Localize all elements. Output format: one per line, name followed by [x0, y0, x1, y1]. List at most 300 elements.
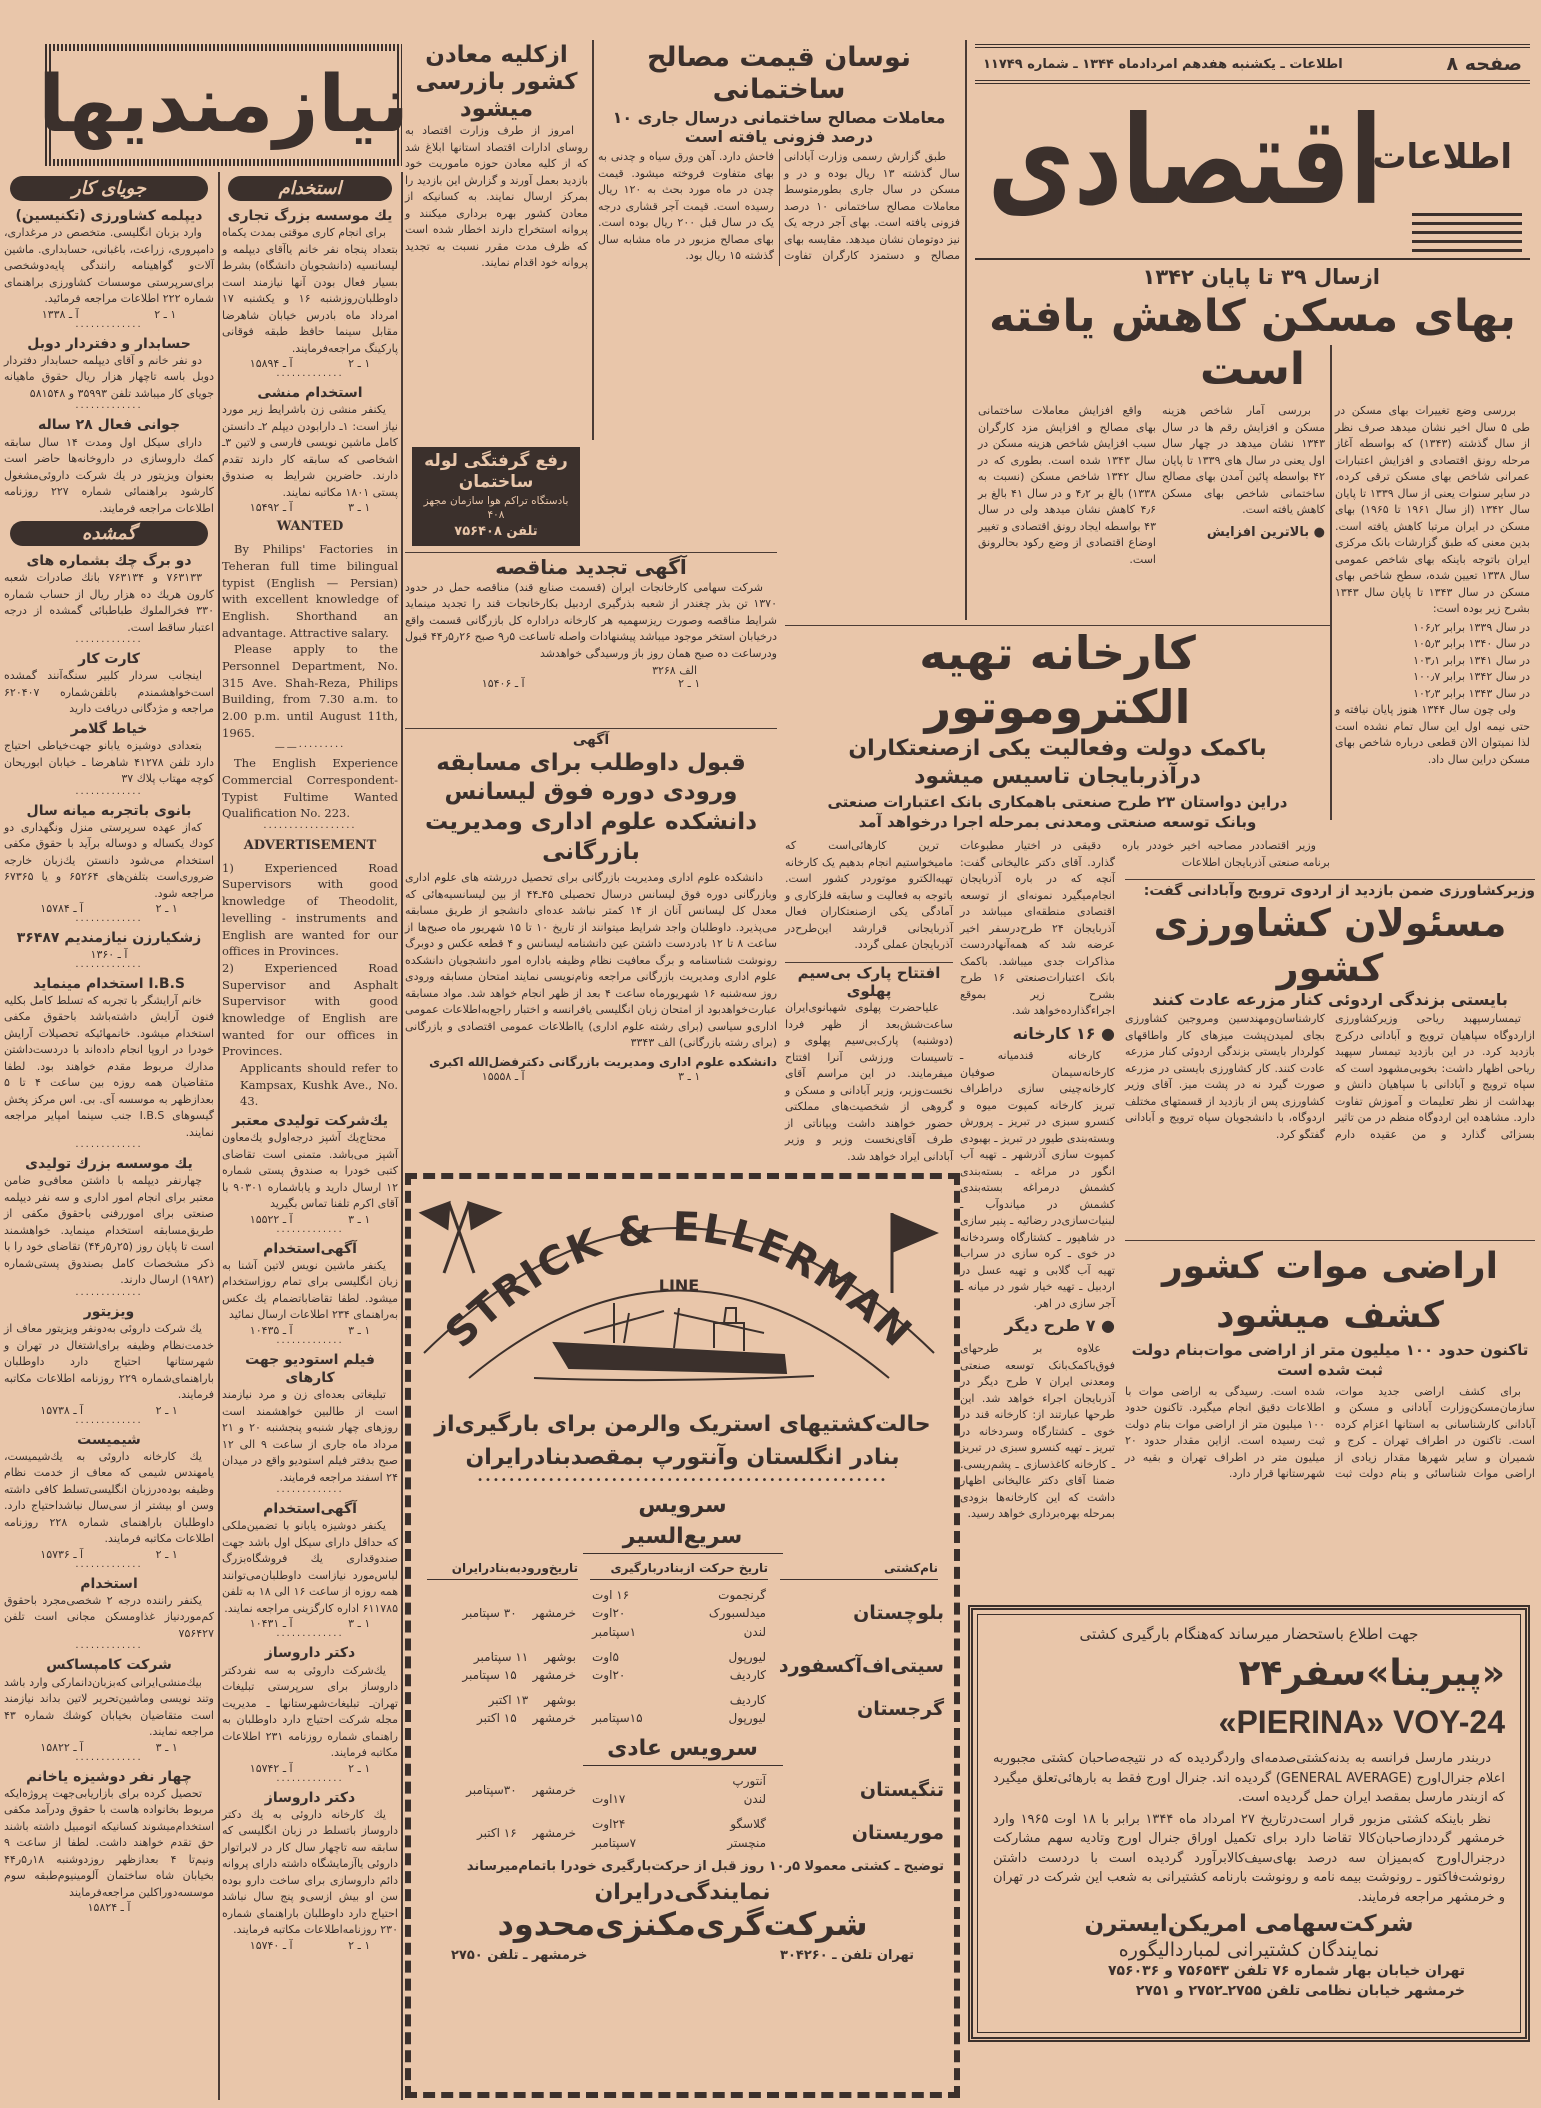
factory-subhead-7: ● ۷ طرح دیگر [1004, 1316, 1115, 1336]
ad-code: آ ـ ۱۳۶۰ [90, 947, 128, 961]
classified-ad-text: دو نفر خانم و آقای دیپلمه حسابدار دفتردار دوبل باسه تاچهار هزار ریال حقوق ماهیانه جویای کار میباشد تلفن ۳۵۹۹۳ و ۵۸۱۵۴۸ [4, 353, 214, 400]
ad-code: آ ـ ۱۵۴۰۶ [481, 677, 525, 691]
classified-ad [222, 1229, 398, 1337]
ad-code: آ ـ ۱۰۴۳۱ [249, 1617, 293, 1631]
agriculture-headline: مسئولان کشاورزی کشور [1153, 900, 1507, 990]
strick-agent-company: شرکت‌گری‌مکنزی‌محدود [497, 1905, 868, 1944]
housing-headline-block [975, 264, 1530, 397]
classified-ad-title: فیلم استودیو جهت کارهای [245, 1351, 375, 1386]
classified-ad [222, 373, 398, 514]
col-header-ship: نام‌کشتی [780, 1560, 938, 1580]
departure-ports [584, 1815, 774, 1852]
classified-ad-text: بتعدادی دوشیزه یابانو جهت‌خیاطی احتیاج دارد تلفن ۴۱۲۷۸ شاهرضا ـ خیابان ابوریحان کوچه مهتاب پلاك ۳۷ [4, 739, 214, 786]
port-name: میدلسبورک [708, 1606, 766, 1621]
classified-ad-text: یکنفر راننده درجه ۲ شخصی‌مجرد باحقوق کم‌موردنیاز غذاومسکن مجانی است تلفن ۷۵۶۴۲۷ [4, 1593, 214, 1640]
ad-divider: ············· [75, 323, 143, 332]
tehran-phone: تهران تلفن ـ ۳۰۴۲۶۰ [780, 1948, 914, 1963]
port-date: ۲۰اوت [592, 1606, 626, 1621]
ad-code: آ ـ ۱۵۷۳۸ [40, 1403, 84, 1417]
housing-stat-row: در سال ۱۳۳۹ برابر ۱۰۶٫۲ [1413, 620, 1530, 634]
classified-ad [222, 1778, 398, 1952]
ad-divider: ············· [75, 1291, 143, 1300]
housing-headline: بهای مسکن کاهش یافته است [989, 291, 1516, 396]
port-row [584, 1772, 774, 1791]
classified-ad-text: یك شرکت داروئی به‌دونفر ویزیتور معاف از خدمت‌نظام وظیفه برای‌اشتغال در تهران و شهرستانها احتیاج دارد داوطلبان باراهنمای‌شماره ۲۲۹ روزنامه اطلاعات مکاتبه فرمایند. [4, 1322, 214, 1402]
housing-stat-row: در سال ۱۳۴۰ برابر ۱۰۵٫۳ [1413, 637, 1530, 650]
ship-illustration [534, 1303, 814, 1380]
ad-code: آ ـ ۱۵۸۲۲ [40, 1740, 84, 1754]
arrival-date: ۱۶ اکتبر [477, 1826, 517, 1841]
wanted-text: Please apply to the Personnel Department, No. 315 Ave. Shah-Reza, Philips Building, from 7.30 a.m. to 2.00 p.m. until August 11th, 1965. [222, 642, 398, 740]
classified-ad [4, 639, 214, 718]
factory-text: ترین کارهائی‌است که مامیخواستیم انجام بدهیم یک کارخانه تهیه‌الکترو موتوردر کشور است. باتوجه به فعالیت و سابقه فلزکاری و آمادگی یکی ازصنعتکاران فعال آذربایجانی قرارشد این‌طرح‌در آذربایجان عملی گردد. [785, 839, 953, 951]
land-headline-2: کشف میشود [1216, 1294, 1444, 1336]
arrival-date: ۳۰سپتامبر [466, 1783, 517, 1798]
admission-label: آگهی [572, 732, 610, 748]
arrival-row [421, 1604, 584, 1623]
classified-ad [4, 918, 214, 960]
arrival-port: بوشهر [544, 1649, 576, 1664]
classified-ad-title: شیمیست [77, 1431, 141, 1448]
ad-code: آ ـ ۱۵۷۸۴ [40, 902, 84, 916]
mines-headline: ازکلیه معادن کشور بازرسی میشود [415, 42, 578, 123]
pierina-address-tehran: تهران خیابان بهار شماره ۷۶ تلفن ۷۵۶۵۴۳ و ۷۵۶۰۳۶ [1107, 1962, 1465, 1979]
advertisement-title: ADVERTISEMENT [243, 837, 377, 853]
port-date: ۲۴اوت [592, 1816, 626, 1831]
ad-code: آ ـ ۱۵۵۲۲ [249, 1212, 293, 1226]
advertisement-item: 1) Experienced Road Supervisors with good knowledge of Theodolit, levelling - instruments and English are wanted for our offices in Provinces. [222, 860, 398, 959]
pipe-cleaning-ad [412, 447, 580, 546]
ship-name: سیتی‌اف‌آکسفورد [778, 1654, 944, 1677]
classified-ad-title: ویزیتور [83, 1303, 135, 1320]
logo-rules [1412, 213, 1522, 255]
factory-col-a [960, 838, 1115, 1525]
seeking-work-section-label: جویای کار [10, 176, 208, 201]
port-name: لندن [743, 1624, 766, 1639]
port-row [584, 1648, 774, 1667]
port-row [584, 1709, 774, 1728]
arrival-port: بوشهر [544, 1692, 576, 1707]
factory-headline-block [785, 625, 1330, 832]
materials-text: طبق گزارش رسمی وزارت آبادانی سال گذشته ۱۳ ریال بوده و در و مسکن در سال جاری بطورمتوسط معاملات مصالح ساختمانی ۱۰ درصد فزونی یافته است. بهای آجر درجه یک نیز دوتومان نشان میدهد. مقایسه بهای مصالح و دستمزد کارگران تفاوت فاحش دارد. آهن ورق سیاه و چدنی به بهای متفاوت فروخته میشود. قیمت چدن در ماه مورد بحث به ۱۲۰ ریال رسیده است. قیمت آجر قشاری درجه یک در سال قبل ۲۰۰ ریال بوده است. بهای مصالح مزبور در ماه مشابه سال گذشته ۱۵ ریال بود. [598, 150, 960, 263]
arrival-row [421, 1648, 584, 1667]
factory-col-b [785, 838, 953, 956]
ship-name: تنگیستان [859, 1778, 944, 1801]
mines-article [405, 42, 588, 274]
port-row [584, 1586, 774, 1605]
ad-code: آ ـ ۱۵۷۳۶ [40, 1547, 84, 1561]
classified-ad-title: شرکت کامپساکس [46, 1657, 172, 1674]
port-row [584, 1623, 774, 1642]
classified-ad-title: یك موسسه بزرگ تجاری [227, 208, 393, 224]
ad-code: آ ـ ۱۵۴۹۲ [249, 501, 293, 515]
classified-ad [4, 1144, 214, 1289]
classified-ad-codes [222, 1213, 398, 1226]
ad-divider: ············· [75, 1419, 143, 1428]
arrival-row [421, 1666, 584, 1685]
col-header-arrival: تاریخ‌ورودبه‌بنادرایران [427, 1560, 578, 1580]
classified-ad-title: دکتر داروساز [264, 1645, 356, 1662]
ad-divider: ············· [75, 918, 143, 927]
departure-ports [584, 1586, 774, 1642]
admission-notice [405, 728, 777, 1083]
pierina-text: دربندر مارسل فرانسه به بدنه‌کشتی‌صدمه‌ای واردگردیده که در نتیجه‌صاحبان کشتی مجبوربه اعلام جنرال‌اورج (GENERAL AVERAGE) گردیده اند. جنرال اورج فقط به بارهائی‌تعلق میگیرد که ازبندر مارسل بمقصد ایران حمل گردیده است. [993, 1751, 1505, 1806]
arrival-port: خرمشهر [532, 1826, 576, 1841]
factory-text: کارخانه قندمیانه ـ کارخانه‌سیمان صوفیان کارخانه‌چینی سازی دراطراف تبریز کارخانه کمپوت میوه و کنسرو سبزی در تبریز ـ پرورش وبسته‌بندی طیور در تبریز ـ بهبودی کمپوت سازی آذرشهر ـ تهیه آب انگور در مراغه ـ بسته‌بندی کشمش درمراغه بسته‌بندی کشمش در میاندوآب ـ لبنیات‌سازی‌در رضائیه ـ پنیر سازی در شاهپور ـ کشتارگاه وسردخانه در خوی ـ کره سازی در سراب تهیه آب گلابی و تهیه عسل در اردبیل ـ تهیه خیار شور در میانه ـ آجر سازی در اهر. [960, 1049, 1115, 1310]
classified-ad-codes [4, 902, 214, 915]
ad-divider: ············· [75, 405, 143, 414]
classified-ad [222, 1489, 398, 1630]
subhead-text: ۱۶ کارخانه [1012, 1023, 1096, 1043]
regular-service-title: سرویس عادی [583, 1734, 783, 1766]
crossed-flags-icon [422, 1203, 499, 1273]
strick-note: توضیح ـ کشتی معمولا ۵ر۱۰ روز قبل از حرکت‌بارگیری خودرا باتمام‌میرساند [466, 1859, 944, 1875]
tender-notice [405, 552, 777, 690]
classified-ad-title: استخدام [80, 1575, 138, 1592]
port-date: ۱۷اوت [592, 1792, 626, 1807]
ad-code: ۱ ـ ۲ [155, 902, 178, 916]
classified-ad-title: دیپلمه کشاورزی (تکنیسین) [15, 208, 203, 224]
classified-ad [4, 1292, 214, 1417]
classified-ad-text: خانم آرایشگر با تجربه که تسلط کامل بکلیه فنون آرایش داشته‌باشد باحقوق مکفی استخدام میشود. خانمهائیکه تحصیلات آرایش خودرا در اروپا انجام داده‌اند با دردست‌داشتن مدارك مربوط مقدم خواهند بود. لطفا متقاضیان همه روزه بین ساعت ۴ تا ۵ بعدازظهر به موسسه آی. بی. اس مرکز پخش گیسوهای I.B.S جنب سینما امپایر مراجعه نمایند. [4, 993, 215, 1139]
housing-text: بررسی آمار شاخص هزینه مسکن و افزایش رقم ها در سال ۱۳۴۳ نشان میدهد در چهار سال اول یعنی در سال های ۱۳۳۹ تا پایان ۴۲ بواسطه پائین آمدن بهای مصالح ساختمانی شاخص بهای مسکن کاهش یافته است. [1162, 404, 1326, 516]
departure-ports [584, 1648, 774, 1685]
land-text: برای کشف اراضی جدید موات، سازمان‌مسکن‌وزارت آبادانی و مسکن و آبادانی کارشناسانی به استانها اعزام کرده است. تاکنون در اطراف تهران ـ کرج و شمیران و سایر شهرها مقدار زیادی از اراضی موات شناسائی و بنام دولت ثبت شده است. رسیدگی به اراضی موات‌ با اطلاعات دقیق انجام میگیرد. تاکنون حدود ۱۰۰ میلیون متر از اراضی موات بنام دولت ثبت رسیده است. ازاین مقدار حدود ۲۰ میلیون متر در اطراف تهران و بقیه در شهرستانها قرار دارد. [1125, 1384, 1535, 1481]
ad-code: آ ـ ۱۵۸۹۴ [249, 357, 293, 371]
factory-text: وزیر اقتصاددر مصاحبه اخیر خوددر باره برنامه صنعتی آذربایجان اطلاعات [1122, 839, 1330, 869]
classified-ad-text: محتاج‌یك آشپز درجه‌اول‌و یك‌معاون آشپز می‌باشد. متمنی است تقاضای کتبی خودرا به صندوق پستی شماره ۱۲ ارسال دارید و یاباشماره ۹۰۳۰۱ با آقای اکرم تلفنا تماس بگیرید [222, 1131, 399, 1211]
classified-ad-title: زشکیارزن نیازمندیم ۳۶۴۸۷ [16, 930, 202, 947]
port-row [584, 1604, 774, 1623]
ad-divider: ············· [75, 790, 143, 799]
ad-divider: ············· [75, 1144, 143, 1153]
classified-ad [4, 1564, 214, 1643]
classified-ad-codes [222, 1939, 398, 1952]
classified-ad [4, 1645, 214, 1753]
strick-headline-2: بنادر انگلستان وآنتورپ بمقصدبنادرایران [465, 1445, 900, 1470]
port-name: گرنجموت [718, 1587, 766, 1602]
agriculture-article [1125, 879, 1535, 1144]
col-header-departure: تاریخ حرکت ازبنادربارگیری [590, 1560, 768, 1580]
classified-ad [222, 207, 398, 370]
classified-ad [4, 964, 214, 1142]
classified-ad-title: آگهی‌استخدام [263, 1240, 357, 1257]
factory-deck: دراین دواستان ۲۳ طرح صنعتی باهمکاری بانک اعتبارات صنعتی وبانک توسعه صنعتی ومعدنی بمرحله اجرا درخواهد آمد [827, 792, 1288, 831]
housing-stats [1335, 620, 1530, 703]
ad-code: آ ـ ۱۵۸۲۴ [87, 1901, 131, 1915]
ad-run: ۱ ـ ۳ [678, 1070, 701, 1084]
arrival-date: ۱۱ سپتامبر [473, 1649, 529, 1664]
mines-text: امروز از طرف وزارت اقتصاد به روسای ادارات اقتصاد استانها ابلاغ شد که از کلیه معادن حوزه ماموریت خود بازدید بعمل آورند و گزارش این بازدید را بمرکز ارسال نمایند. به کسانیکه از معادن کشور بهره برداری میکنند و پروانه استخراج دارند اخطار شده است که ظرف مدت مقرر نسبت به تجدید پروانه خود اقدام نمایند. [405, 124, 588, 270]
port-name: لیورپول [728, 1711, 766, 1726]
housing-col-2 [1162, 403, 1325, 546]
classifieds-col-seeking [4, 172, 214, 1914]
classified-ad-codes [222, 357, 398, 370]
classified-ad-text: یك کارخانه داروئی به یك دکتر داروساز باتسلط در زبان انگلیسی که سابقه سه تاچهار سال کار در لابراتوار داروئی یاآزمایشگاه داشته دارای پروانه دائم داروسازی برای ساخت دارو بوده سن او بیش ازسی‌و پنج سال نباشد احتیاج دارد داوطلبان باراهنمای شماره ۲۳۰ روزنامه‌اطلاعات مکاتبه فرمایند. [222, 1807, 398, 1937]
park-article [785, 962, 953, 1167]
classified-ad [4, 405, 214, 517]
port-row [584, 1834, 774, 1853]
arrival-row [421, 1824, 584, 1843]
pipe-ad-title: رفع گرفتگی لوله ساختمان [424, 451, 568, 493]
strick-ellerman-ad: STRICK & ELLERMAN LINE حالت‌کشتیهای استریک والرمن برای بارگیری‌از بنادر انگلستان وآنتورپ بمقصدبنادرایران •••••••••••••••••••••••••••••••••••••••••••••••••••• سرویس سریع‌السیر نام‌کشتی تاریخ حرکت ازبنادربارگیری تاریخ‌ورودبه‌بنادرایران بلوچستان گرنجموت ۱۶ اوت میدلسبورک ۲۰اوت لندن ۱سپتامبر خرمشهر ۳۰ سپتامبر سیتی‌اف‌آکسفورد لیورپول ۵اوت کاردیف ۲۰اوت بوشهر ۱۱ سپتامبر خرمشهر ۱۵ سپتامبر گرجستان کاردیف لیورپول ۱۵سپتامبر بوشهر ۱۳ اکتبر خرمشهر ۱۵ اکتبر سرویس عادی تنگیستان آنتورپ لندن ۱۷اوت خرمشهر ۳۰سپتامبر موریستان گلاسگو ۲۴اوت منچستر ۷سپتامبر خرمشهر ۱۶ اکتبر توضیح ـ کشتی معمولا ۵ر۱۰ روز قبل از حرکت‌بارگیری خودرا باتمام‌میرساند نمایندگی‌درایران شرکت‌گری‌مکنزی‌محدود تهران تلفن ـ ۳۰۴۲۶۰ خرمشهر ـ تلفن ۲۷۵۰ [405, 1173, 960, 2098]
ad-code: ۱ ـ ۳ [155, 1740, 178, 1754]
arrival-row [421, 1709, 584, 1728]
ad-code: آ ـ ۱۵۷۴۲ [249, 1761, 293, 1775]
port-row [584, 1790, 774, 1809]
factory-subhead-16: ● ۱۶ کارخانه [1012, 1023, 1115, 1043]
classified-ad-text: یك‌شرکت داروئی به سه نفردکتر داروساز برای سرپرستی تبلیغات تهران‌ـ تبلیغات‌شهرستانها ـ مدیریت مجله شرکت احتیاج دارد داوطلبان به راهنمای شماره روزنامه ۲۳۱ اطلاعات مکاتبه فرمایند. [222, 1663, 398, 1760]
ship-name: بلوچستان [853, 1602, 944, 1625]
port-row [584, 1691, 774, 1710]
classified-ad-text: اینجانب سردار کلبیر سنگه‌آنند گمشده است‌خواهشمندم باتلفن‌شماره ۶۲۰۴۰۷ مراجعه و مژدگانی دریافت دارید [4, 669, 214, 716]
ad-code: ۱ ـ ۲ [348, 1938, 371, 1952]
classified-ad-text: یکنفر دوشیزه یابانو با تضمین‌ملکی که حداقل دارای سیکل اول باشد جهت صندوقداری یك فروشگاه‌بزرگ لباس‌مورد نیازاست داوطلبان‌می‌توانند همه روزه از ساعت ۱۶ الی ۱۸ به تلفن ۶۱۱۷۸۵ اداره کارگزینی مراجعه نمایند. [222, 1519, 398, 1615]
employment-section-label: استخدام [228, 176, 392, 201]
tender-text: شرکت سهامی کارخانجات ایران (قسمت صنایع قند) مناقصه حمل در حدود ۱۳۷۰ تن بذر چغندر از شعبه بذرگیری اردبیل بکارخانجات قند را تجدید مینماید شرایط مناقصه وصورت ریزسهمیه هر کارخانه دراداره کل بازرگانی قسمت واقع درخیابان استخر موجود میباشد پیشنهادات واصله تاساعت ۵ر۹ صبح ۲۶ر۵ر۴۴ قبول ودرساعت ده صبح همان روز باز ورسیدگی خواهدشد [405, 580, 777, 660]
brand-line: LINE [658, 1276, 700, 1295]
housing-kicker: ازسال ۳۹ تا پایان ۱۳۴۲ [1142, 265, 1380, 289]
housing-subhead-text: بالاترین افزایش [1206, 524, 1310, 540]
pierina-text: نظر باینکه کشتی مزبور قرار است‌درتاریخ ۲۷ امرداد ماه ۱۳۴۴ برابر با ۱۸ اوت ۱۹۶۵ وارد خرمشهر گردد‌ازصاحبان‌کالا تقاضا دارد برای تکمیل اوراق جنرال اورج وتادیه سهم مشارکت درجنرال‌اورج که‌بمیزان سه درصد بهای‌سیف‌کالابرآورد گردیده است با دردست داشتن رونوشت‌فاکتور ـ رونوشت بیمه نامه و رونوشت بارنامه کشتیرانی به شعب این شرکت در تهران و خرمشهر مراجعه فرمایند. [993, 1811, 1505, 1905]
pipe-ad-line: بادستگاه تراکم هوا سازمان مجهز ۴۰۸ [423, 494, 569, 522]
ad-code: آ ـ ۱۳۳۸ [41, 307, 79, 321]
classified-ad-title: یك‌شرکت تولیدی معتبر [231, 1112, 389, 1129]
housing-subhead: ● بالاترین افزایش [1206, 524, 1325, 540]
classified-ad [222, 1633, 398, 1774]
classified-ad-text: بیك‌منشی‌ایرانی که‌بزبان‌دانمارکی وارد باشد وتند نویسی وماشین‌تحریر لاتین بداند نیازمند است متقاضیان بخیابان کوشك شماره ۴۳ مراجعه نمایند. [4, 1675, 214, 1739]
strick-headline-1: حالت‌کشتیهای استریک والرمن برای بارگیری‌از [434, 1412, 931, 1437]
classified-ad [4, 207, 214, 321]
subhead-text: ۷ طرح دیگر [1004, 1316, 1096, 1336]
logo-small-text: اطلاعات [1372, 137, 1512, 177]
arrival-ports [421, 1781, 584, 1800]
arrival-row [421, 1781, 584, 1800]
strick-rep-label: نمایندگی‌درایران [594, 1880, 771, 1906]
classified-ad-codes [222, 1617, 398, 1630]
admission-signature: دانشکده علوم اداری ومدیریت بازرگانی دکترفضل‌الله اکبری [429, 1054, 777, 1069]
pierina-agents: نمایندگان کشتیرانی لمباردالیگوره [1118, 1938, 1380, 1961]
classified-ad-codes [222, 1324, 398, 1337]
departure-ports [584, 1772, 774, 1809]
classified-ad-text: یکنفر ماشین نویس لاتین آشنا به زبان انگلیسی برای تمام روزاستخدام میشود. لطفا تقاضاباتضمام یك عکس به‌راهنمای ۲۳۴ اطلاعات ارسال نمائید [222, 1258, 398, 1322]
housing-stat-row: در سال ۱۳۴۳ برابر ۱۰۲٫۳ [1413, 686, 1530, 700]
housing-text: بررسی وضع تغییرات بهای مسکن در طی ۵ سال اخیر نشان میدهد صرف نظر از سال گذشته (۱۳۴۳) که بواسطه آغاز مرحله رونق اقتصادی و افزایش اعتبارات عمرانی شاخص بهای مسکن ترقی کرده، در سایر سنوات یعنی از سال ۱۳۳۹ تا پایان سال ۱۳۴۲ (از سال ۱۹۶۱ تا ۱۹۶۵) بهای مسکن در ایران مرتبا کاهش یافته است. بدین معنی که طبق گزارشات بانک مرکزی ایران باتوجه باینکه بهای شاخص عمومی سال ۱۳۳۸ تعیین شده، سطح شاخص بهای مسکن در سال ۱۳۴۳ تا پایان سال ۱۳۴۳ بشرح زیر بوده است: [1335, 404, 1530, 615]
wanted-title: WANTED [276, 519, 344, 535]
port-row [584, 1666, 774, 1685]
page-number: صفحه ۸ [1446, 53, 1522, 75]
park-headline: افتتاح پارک بی‌سیم پهلوی [797, 964, 941, 1000]
ad-divider: ············· [276, 1228, 344, 1237]
classified-ad [4, 1420, 214, 1561]
typist-ad-text: The English Experience Commercial Correspondent-Typist Fultime Wanted Qualification No. 223. [222, 756, 398, 821]
factory-text: دقیقی در اختیار مطبوعات گذارد. آقای دکتر عالیخانی گفت: آنچه که در باره آذربایجان انجام‌میگیرد نمونه‌ای از توسعه اقتصادی منطقه‌ای میباشد در آذربایجان ۲۴ طرح‌درسفر اخیر عرضه شد که همه‌آنها‌دردست مذاکرات جدی میباشد. باکمک بانک اعتبارات‌صنعتی ۱۶ طرح بشرح زیر بموقع اجراء‌گذارده‌خواهد شد. [960, 839, 1115, 1017]
factory-headline: کارخانه تهیه الکتروموتور [919, 626, 1196, 735]
agriculture-text: تیمسارسپهبد ریاحی وزیرکشاورزی ازاردوگاه سپاهیان ترویج و آبادانی درکرج بازدید کرد. در این بازدید تیمسار سپهبد ریاحی اظهار داشت: بخوبی‌مشهود است که سپاه ترویج و آبادانی با سپاهیان دانش و بهداشت از نظر تعلیمات و آموزش تفاوت دارد. مشاهده این اردوگاه منظم در من تاثیر بسزائی گذارد و من عقیده دارم کارشناسان‌ومهندسین ومروجین کشاورزی بجای لمیدن‌پشت میزهای کار واطاقهای کولردار بایستی بزندگی اردوئی کنار مزرعه عادت کنند. کار کشاورزی بایستی در مزرعه صورت گیرد نه در پشت میز. آقای وزیر کشاورزی پس از بازدید از قسمتهای مختلف اردوگاه، با دانشجویان سپاه ترویج و آبادانی گفتگو کرد. [1125, 1012, 1535, 1141]
classified-ad-title: بانوی باتجربه میانه سال [26, 802, 192, 819]
materials-article [598, 42, 960, 266]
classified-ad-codes [4, 1741, 214, 1754]
classified-ad-text: وارد بزبان انگلیسی. متخصص در مرغداری، دامپروری، زراعت، باغبانی، حسابداری. ماشین آلات‌و گواهینامه رانندگی پایه‌دوشخصی برای‌سرپرستی موسسات کشاورزی براهنمای شماره ۲۲۲ اطلاعات مراجعه فرمائید. [4, 226, 214, 306]
classified-ad-codes [4, 1404, 214, 1417]
arrival-ports [421, 1691, 584, 1728]
classifieds-banner [38, 44, 409, 166]
ad-code: آ ـ ۱۵۷۴۰ [249, 1938, 293, 1952]
pierina-title-fa: «پیرینا»سفر۲۴ [1238, 1653, 1505, 1694]
ad-divider: ············· [276, 1489, 344, 1498]
classified-ad-text: یك کارخانه داروئی به یك‌شیمیست، یامهندس شیمی که معاف از خدمت نظام وظیفه بوده‌درزبان انگلیسی‌تسلط کافی داشته وسن او بیشتر از سی‌سال نباشد‌احتیاج دارد. داوطلبان باراهنمای شماره ۲۲۸ روزنامه اطلاعات مکاتبه فرمایند. [4, 1449, 214, 1546]
ship-name: موریستان [851, 1822, 944, 1845]
classified-ad-title: استخدام منشی [257, 385, 363, 402]
classified-ad-text: چهارنفر دیپلمه با داشتن معافی‌و ضامن معتبر برای انجام امور اداری و سه نفر دیپلمه صنعتی برای اموررفنی باحقوق مکفی از طریق‌مسابقه استخدام مینماید. خواهشمند است تا پایان روز (۲۵ر۵ر۴۴) تقاضای خود را با ذکر مشخصات کامل بصندوق پستی‌شماره (۱۹۸۲) ارسال دارند. [4, 1174, 214, 1287]
issue-date: اطلاعات ـ یکشنبه هفدهم امردادماه ۱۳۴۴ ـ شماره ۱۱۷۴۹ [983, 56, 1343, 72]
dateline-bar [975, 44, 1530, 84]
ship-name: گرجستان [856, 1698, 944, 1720]
arrival-port: خرمشهر [532, 1783, 576, 1798]
port-name: آنتورپ [732, 1773, 766, 1788]
classified-ad [4, 324, 214, 403]
classified-ad-title: کارت کار [78, 651, 140, 668]
ad-code: ۱ ـ ۲ [348, 1761, 371, 1775]
english-ads: WANTED By Philips' Factories in Teheran full time bilingual typist (English — Persian) with excellent knowledge of English. Shorthand an advantage. Attractive salary. Please apply to the Personnel Department, No. 315 Ave. Shah-Reza, Philips Building, from 7.30 a.m. to 2.00 p.m. until August 11th, 1965. ——········· The English Experience Commercial Correspondent-Typist Fultime Wanted Qualification No. 223. ·················· ADVERTISEMENT 1) Experienced Road Supervisors with good knowledge of Theodolit, levelling - instruments and English are wanted for our offices in Provinces. 2) Experienced Road Supervisor and Asphalt Supervisor with good knowledge of English are wanted for our offices in Provinces. Applicants should refer to Kampsax, Kushk Ave., No. 43. [222, 519, 398, 1109]
port-date: ۵اوت [592, 1649, 619, 1664]
materials-subhead: معاملات مصالح ساختمانی درسال جاری ۱۰ درصد فزونی یافته است [612, 107, 946, 146]
park-text: علیاحضرت پهلوی شهبانوی‌ایران ساعت‌شش‌بعد از ظهر فردا (دوشنبه) پارک‌بی‌سیم پهلوی و تاسیسات ورزشی آنرا افتتاح میفرمایند. در این مراسم آقای نخست‌وزیر، وزیر آبادانی و مسکن و گروهی از شخصیت‌های مملکتی حضور خواهند داشت وبیاناتی از طرف آقای‌نخست وزیر و وزیر آبادانی ایراد خواهد شد. [785, 1001, 953, 1163]
admission-title: قبول داوطلب برای مسابقه ورودی دوره فوق لیسانس دانشکده علوم اداری ومدیریت بازرگانی [424, 749, 757, 866]
arrival-ports [421, 1604, 584, 1623]
logo-big-text: اقتصادی [987, 91, 1383, 233]
classified-ad [4, 1757, 214, 1915]
classified-ad [4, 720, 214, 788]
housing-stat-row: در سال ۱۳۴۱ برابر ۱۰۳٫۱ [1413, 653, 1530, 667]
ad-divider: ············· [276, 1777, 344, 1786]
port-date: ۷سپتامبر [592, 1835, 637, 1850]
company-pennant-icon [892, 1213, 939, 1293]
pierina-title-en: «PIERINA» VOY-24 [1218, 1703, 1505, 1740]
classified-ad-text: یکنفر منشی زن باشرایط زیر مورد نیاز است: ۱ـ دارابودن دیپلم ۲ـ دانستن کامل ماشین نویسی فارسی و لاتین ۳ـ اشخاصی که سابقه کار دارند تقدم دارند. حاضرین شرایط به صندوق پستی ۱۸۰۱ مکاتبه نمایند. [222, 403, 398, 499]
arrival-port: خرمشهر [532, 1711, 576, 1726]
arrival-date: ۱۳ اکتبر [488, 1692, 529, 1707]
classified-ad-title: حسابدار و دفتردار دوبل [27, 335, 191, 352]
classified-ad-title: دکتر داروساز [264, 1789, 356, 1806]
wanted-text: By Philips' Factories in Teheran full time bilingual typist (English — Persian) with excellent knowledge of English. Shorthand an advantage. Attractive salary. [222, 542, 398, 640]
classified-ad-text: ۷۶۳۱۳۳ و ۷۶۳۱۳۴ بانك صادرات شعبه کارون هریك ده هزار ریال از حساب شماره ۳۳۰ فخرالملوك طباطبائی گمشده از درجه اعتبار ساقط است. [4, 571, 214, 634]
classified-ad-title: یك موسسه بزرك تولیدی [25, 1156, 193, 1173]
classified-ad-text: دارای سیکل اول ومدت ۱۴ سال سابقه کمك داروسازی در داروخانه‌ها حاضر است بعنوان ویزیتور در یك شرکت داروئی‌مشغول کارشود براهنمائی شماره ۲۲۷ روزنامه اطلاعات مراجعه فرمایند. [4, 435, 214, 515]
port-row [584, 1815, 774, 1834]
port-date: ۱سپتامبر [592, 1624, 637, 1639]
classified-ad-title: آگهی‌استخدام [263, 1501, 357, 1518]
arrival-date: ۱۵ اکتبر [477, 1711, 517, 1726]
classified-ad-codes [222, 1762, 398, 1775]
classified-ad-title: دو برگ چك بشماره های [26, 553, 192, 570]
port-name: کاردیف [729, 1668, 766, 1683]
agriculture-subhead: بایستی بزندگی اردوئی کنار مزرعه عادت کنند [1152, 989, 1508, 1009]
tender-title: آگهی تجدید مناقصه [495, 555, 687, 579]
classifieds-title: نیازمندیها [38, 60, 409, 150]
housing-text: ولی چون سال ۱۳۴۴ هنوز پایان نیافته و حتی نیمه اول این سال تمام نشده است لذا نمیتوان الان قطعی درباره شاخص بهای مسکن دراین سال داد. [1335, 703, 1530, 766]
housing-stat-row: در سال ۱۳۴۲ برابر ۱۰۰٫۷ [1413, 670, 1530, 683]
ad-run: ۱ ـ ۲ [678, 677, 701, 691]
factory-subhead: باکمک دولت وفعالیت یکی ازصنعتکاران درآذربایجان تاسیس میشود [848, 735, 1267, 790]
ad-divider: ············· [276, 373, 344, 382]
classified-ad-codes [222, 501, 398, 514]
advertisement-item: Applicants should refer to Kampsax, Kushk Ave., No. 43. [240, 1060, 398, 1109]
classified-ad-text: که‌از عهده سرپرستی منزل ونگهداری دو کودك یکساله و دوساله برآید با حقوق مکفی استخدام می‌شود دانستن یك‌زبان خارجه ضروری‌است بتلفن‌های ۶۵۲۶۴ و یا ۶۷۳۶۵ مراجعه شود. [4, 820, 215, 900]
land-headline: اراضی موات کشور [1162, 1246, 1498, 1287]
regular-schedule-table [421, 1772, 944, 1852]
ad-code: ۱ ـ ۳ [348, 1323, 371, 1337]
classified-ad [222, 1112, 398, 1226]
ad-divider: ············· [75, 963, 143, 972]
land-subhead: تاکنون حدود ۱۰۰ میلیون متر از اراضی موات‌بنام دولت ثبت شده است [1131, 1341, 1529, 1380]
express-service-title: سرویس سریع‌السیر [583, 1491, 783, 1554]
express-schedule-table [421, 1560, 944, 1728]
pierina-shipping-ad [968, 1605, 1530, 2042]
ad-code: ۱ ـ ۲ [348, 357, 371, 371]
advertisement-item: 2) Experienced Road Supervisor and Asphalt Supervisor with good knowledge of English are wanted for our offices in Provinces. [222, 960, 398, 1059]
ad-code: ۱ ـ ۲ [154, 307, 177, 321]
arrival-row [421, 1691, 584, 1710]
ad-divider: ············· [276, 1339, 344, 1348]
arrival-ports [421, 1648, 584, 1685]
ad-divider: ············· [75, 639, 143, 648]
ad-divider: ············· [276, 1633, 344, 1642]
port-name: لندن [743, 1792, 766, 1807]
pierina-intro: جهت اطلاع باستحضار میرساند که‌هنگام بارگیری کشتی [1079, 1625, 1419, 1643]
classified-ad-text: تحصیل کرده برای بازاریابی‌جهت پروژه‌ایکه مربوط بخانواده هاست با حقوق ودرآمد مکفی استخدام‌میشوند کسانیکه اتومبیل داشته باشند حق تقدم خواهند داشت. لطفا از ساعت ۹ ونیم‌تا ۴ بعدازظهر روزدوشنبه ۱۸ر۵ر۴۴ بخیابان شاه ساختمان آلومینیوم‌طبقه سوم موسسه‌دوراکلین مراجعه‌فرمایند [4, 1786, 214, 1899]
factory-intro [1122, 838, 1330, 873]
classified-ad-codes [4, 308, 214, 321]
housing-col-3 [978, 403, 1156, 570]
strick-logo [414, 1183, 944, 1408]
factory-text: علاوه بر طرحهای فوق‌با‌کمک‌بانک توسعه صنعتی ومعدنی ایران ۷ طرح دیگر در آذربایجان اجراء خواهد شد. این طرحها عبارتند از: کارخانه قند در خوی ـ کشتارگاه وسردخانه در تبریز ـ تهیه کنسرو سبزی در تبریز ـ کارخانه کاغذسازی ـ پشم‌ریسی. ضمنا آقای دکتر عالیخانی اظهار داشت که این کارخانه‌ها بزودی بمرحله بهره‌برداری خواهد رسید. [960, 1342, 1115, 1521]
port-name: گلاسگو [730, 1816, 766, 1831]
classified-ad [4, 552, 214, 636]
ad-code: آ ـ ۱۰۴۳۵ [249, 1323, 293, 1337]
port-date: ۲۰اوت [592, 1668, 626, 1683]
classified-ad-text: تبلیغاتی بعده‌ای زن و مرد نیازمند است از طالبین خواهشمند است روزهای چهار شنبه‌و پنجشنبه ۲۰ و ۲۱ مرداد ماه جاری از ساعت ۹ الی ۱۲ صبح بدفتر فیلم استودیو واقع در میدان ۲۴ اسفند مراجعه فرمایند. [222, 1388, 398, 1484]
ad-code: آ ـ ۱۵۵۵۸ [481, 1070, 525, 1084]
departure-ports [584, 1691, 774, 1728]
port-date: ۱۶ اوت [592, 1587, 630, 1602]
pierina-company: شرکت‌سهامی امریکن‌ایسترن [1084, 1911, 1414, 1938]
brand-name: STRICK & ELLERMAN [436, 1204, 922, 1357]
lost-section-label: گمشده [10, 521, 208, 546]
port-name: لیورپول [728, 1649, 766, 1664]
ad-code: ۱ ـ ۲ [155, 1547, 178, 1561]
port-name: کاردیف [729, 1692, 766, 1707]
classified-ad-title: جوانی فعال ۲۸ ساله [37, 417, 181, 434]
housing-text: واقع افزایش معاملات ساختمانی بهای مصالح و افزایش مزد کارگران سبب افزایش شاخص هزینه مسکن در سال ۱۳۴۳ شده است. بطوری که در سال ۱۳۴۲ شاخص مسکن (نسبت به ۱۳۳۸) بالغ بر ۴٫۲ و در سال ۴۱ بالغ بر ۴٫۶ کاهش نشان میدهد ولی در سال ۴۳ بواسطه ایجاد رونق اقتصادی و تغییر اوضاع اقتصادی از وضع رکود بحالرونق است. [978, 404, 1157, 566]
classified-ad-title: چهار نفر دوشیزه یاخانم [26, 1768, 192, 1785]
classified-ad-codes [4, 1548, 214, 1561]
classifieds-col-employment [222, 172, 398, 1952]
classified-ad [4, 791, 214, 916]
agriculture-kicker: وزیرکشاورزی ضمن بازدید از اردوی ترویج وآبادانی گفت: [1143, 883, 1535, 899]
arrival-port: خرمشهر [532, 1668, 576, 1683]
classified-ad-codes [4, 1901, 214, 1914]
port-date: ۱۵سپتامبر [592, 1711, 643, 1726]
khorramshahr-phone: خرمشهر ـ تلفن ۲۷۵۰ [451, 1948, 588, 1963]
classified-ad-text: برای انجام کاری موقتی بمدت یکماه بتعداد پنجاه نفر خانم یاآقای دیپلمه و لیسانسیه (دانشجویان دانشگاه) بشرط بسیار فعال بودن آنها نیازمند است داوطلبان‌روزشنبه ۱۶ و یکشنبه ۱۷ امرداد ماه بادرس خیابان شاهرضا مقابل سینما حافظ طبقه فوقانی پارکینگ مراجعه‌فرمایند. [222, 226, 398, 355]
ad-code: ۱ ـ ۲ [155, 1403, 178, 1417]
arrival-port: خرمشهر [532, 1606, 576, 1621]
land-article [1125, 1240, 1535, 1484]
port-name: منچستر [727, 1835, 766, 1850]
classified-ad [222, 1340, 398, 1486]
ad-divider: ············· [75, 1563, 143, 1572]
